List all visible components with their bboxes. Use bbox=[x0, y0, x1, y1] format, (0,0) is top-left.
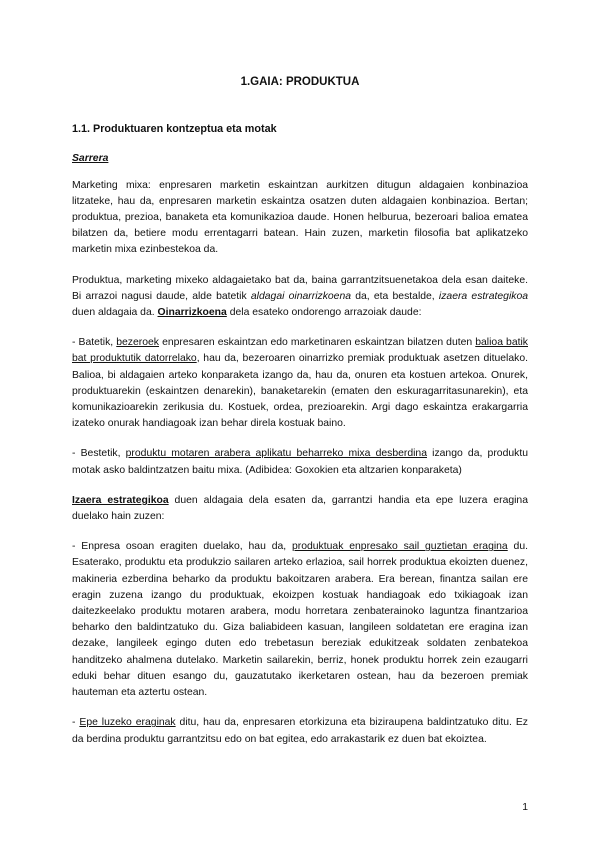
section-heading: 1.1. Produktuaren kontzeptua eta motak bbox=[72, 123, 277, 136]
text-run: - bbox=[72, 717, 80, 729]
subheading: Sarrera bbox=[72, 153, 109, 165]
text-run: - Bestetik, bbox=[72, 448, 126, 460]
paragraph-3 bbox=[72, 335, 528, 432]
bold-underlined-term: Oinarrizkoena bbox=[157, 307, 227, 319]
underlined-term: produktu motaren arabera aplikatu beharreko mixa desberdina bbox=[125, 448, 427, 460]
text-run: enpresaren eskaintzan edo marketinaren eskaintzan bilatzen duten bbox=[159, 337, 476, 349]
text-run: izango da, produktu motak asko baldintzatzen baitu mixa. (Adibidea: Goxokien eta altzarien konparaketa) bbox=[72, 448, 528, 476]
text-run: dela esateko ondorengo arrazoiak daude: bbox=[226, 307, 422, 319]
page-number: 1 bbox=[522, 802, 528, 813]
underlined-term: balioa batik bat produktutik datorrelako bbox=[72, 337, 528, 365]
paragraph-1: Marketing mixa: enpresaren marketin eskaintzan aurkitzen ditugun aldagaien konbinazioa litzateke, hau da, enpresaren marketin eskaintza osatzen duten aldagaien konbinazioa. Bertan; produktua, prezioa, banaketa eta komunikazioa daude. Honen helburua, bezeroari balioa ematea bilatzen da, betiere modu errentagarri batean. Hain zuzen, marketin filosofia bat aplikatzeko marketin mixa ezinbestekoa da. bbox=[72, 179, 528, 256]
paragraph-4 bbox=[72, 446, 528, 478]
text-run: du. Esaterako, produktu eta produkzio sailaren arteko erlazioa, sail horrek produktua ekoizten duenez, makineria ezberdina beharko da produktu bakoitzaren arabera. Era berean, finantza sailan ere eragin zuzena izango du produktuak, ekoizpen kostuak handiagoak edo txikiagoak izan daitezkeelako produktu motaren arabera, modu horretara zenbaterainoko laguntza finantzarioa beharko den baldintzatuko du. Giza baliabideen kasuan, langileen soldatetan ere eragina izan dezake, langileek egingo duten edo trebetasun bereziak edukitzeak soldaten zenbatekoa handitzeko ahalmena dutelako. Marketin sailarekin, berriz, honek produktu horrek zein ezaugarri eduki behar dituen esango du, gauzatutako ikerketaren ostean, hau da bezeroen premiak hauteman eta aztertu ostean. bbox=[72, 541, 529, 699]
text-run: duen aldagaia da. bbox=[72, 307, 158, 319]
paragraph-6 bbox=[72, 539, 528, 701]
text-run: Produktua, marketing mixeko aldagaietako bat da, baina garrantzitsuenetakoa dela esan daiteke. Bi arrazoi nagusi daude, alde batetik bbox=[72, 274, 528, 302]
text-run: duen aldagaia dela esaten da, garrantzi handia eta epe luzera eragina duelako hain zuzen: bbox=[72, 494, 528, 523]
paragraph-7 bbox=[72, 715, 528, 747]
text-run: da, eta bestalde, bbox=[351, 290, 439, 302]
text-run: , hau da, bezeroaren oinarrizko premiak produktuak asetzen dituelako. Balioa, bi aldagaien arteko konparaketa izango da, hau da, onuren eta kostuen artekoa. Onurek, produktuarekin (eskaintzen denarekin), banaketarekin (ematen den eskuragarritasunarekin), eta komunikazioarekin zerikusia du. Kostuek, ordea, prezioarekin. Argi dago eskaintza erakargarria izateko onurak handiagoak izan behar direla kostuak baino. bbox=[72, 353, 528, 430]
page-title: 1.GAIA: PRODUKTUA bbox=[240, 76, 360, 88]
text-run: - Batetik, bbox=[72, 337, 117, 349]
italic-term: izaera estrategikoa bbox=[438, 290, 529, 302]
italic-term: aldagai oinarrizkoena bbox=[250, 290, 352, 302]
paragraph-5 bbox=[72, 493, 528, 525]
paragraph-2 bbox=[72, 273, 528, 322]
underlined-term: produktuak enpresako sail guztietan eragina bbox=[291, 541, 508, 553]
bold-underlined-term: Izaera estrategikoa bbox=[72, 494, 169, 506]
underlined-term: Epe luzeko eraginak bbox=[79, 717, 176, 729]
underlined-term: bezeroek bbox=[116, 337, 159, 349]
text-run: - Enpresa osoan eragiten duelako, hau da, bbox=[72, 541, 292, 553]
text-run: ditu, hau da, enpresaren etorkizuna eta biziraupena baldintzatuko ditu. Ez da berdina produktu garrantzitsu edo on bat egitea, edo arrakastarik ez duen bat ekoiztea. bbox=[72, 717, 528, 745]
